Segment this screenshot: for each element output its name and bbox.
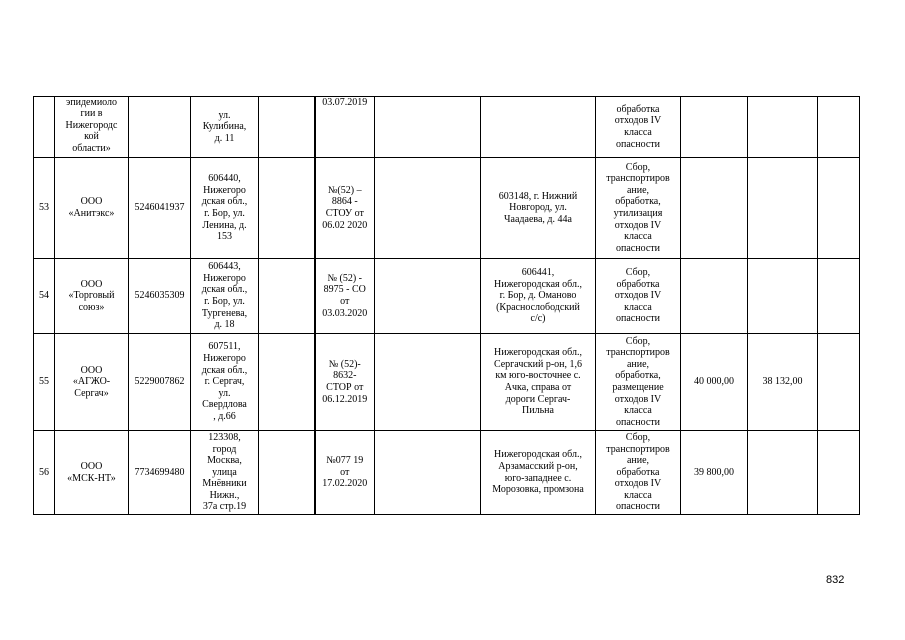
legal-address-line: 37а стр.19 [202, 501, 247, 513]
legal-address-line: 607511, [208, 341, 241, 353]
organization-name-line: ООО [80, 196, 103, 208]
value-1: 39 800,00 [694, 466, 734, 478]
activity-type-cell [596, 158, 681, 259]
activity-type-line: класса [624, 489, 652, 501]
legal-address-line: Ленина, д. [202, 219, 247, 231]
site-address-cell [481, 97, 596, 158]
empty-cell-cell [375, 97, 481, 158]
empty-cell-cell [259, 97, 315, 158]
empty-cell-cell [259, 158, 315, 259]
activity-type-cell [596, 431, 681, 515]
row-number: 55 [39, 376, 49, 388]
page-number: 832 [826, 574, 845, 586]
legal-address-line: дская обл., [201, 284, 248, 296]
value-3-cell [818, 334, 860, 431]
inn: 5246035309 [134, 290, 185, 302]
activity-type-cell [596, 259, 681, 334]
activity-type-line: опасности [616, 242, 660, 254]
activity-type-line: транспортиров [606, 173, 670, 185]
license-number-line: 06.12.2019 [322, 393, 368, 405]
legal-address-line: г. Сергач, [204, 376, 245, 388]
activity-type-line: класса [624, 127, 652, 138]
activity-type-line: отходов IV [614, 115, 662, 127]
organization-name-line: Нижегородс [65, 119, 118, 131]
site-address-line: Морозовка, промзона [492, 484, 584, 496]
value-3-cell [818, 431, 860, 515]
legal-address-line: Нижегоро [203, 272, 246, 284]
activity-type-line: опасности [616, 313, 660, 325]
activity-type-line: обработка [616, 278, 660, 290]
license-number-line: №(52) – [327, 184, 362, 196]
value-2-cell [748, 158, 818, 259]
legal-address-line: д. 11 [214, 132, 235, 144]
organization-name-line: области» [72, 142, 111, 154]
value-3-cell [818, 158, 860, 259]
activity-type-line: обработка [616, 466, 660, 478]
site-address-line: г. Бор, д. Оманово [499, 290, 577, 302]
value-1-cell [681, 334, 748, 431]
inn-cell [129, 158, 191, 259]
license-number-line: 17.02.2020 [322, 478, 368, 490]
activity-type-line: транспортиров [606, 443, 670, 455]
activity-type-line: отходов IV [614, 393, 662, 405]
legal-address-line: ул. [218, 387, 231, 399]
license-number-cell [315, 97, 375, 158]
empty-cell-cell [375, 334, 481, 431]
empty-cell-cell [375, 158, 481, 259]
activity-type-line: отходов IV [614, 290, 662, 302]
legal-address-cell [191, 334, 259, 431]
activity-type-line: класса [624, 231, 652, 243]
legal-address-line: 153 [217, 231, 232, 243]
legal-address-line: Мнёвники [202, 478, 247, 490]
empty-cell-cell [259, 259, 315, 334]
site-address-cell [481, 431, 596, 515]
license-number-line: № (52)- [328, 358, 361, 370]
site-address-line: Нижегородская обл., [494, 449, 582, 461]
legal-address-line: 123308, [208, 431, 241, 443]
license-number-line: 03.03.2020 [322, 307, 368, 319]
license-number-line: 8975 - СО [323, 284, 366, 296]
value-1-cell [681, 259, 748, 334]
value-1-cell [681, 97, 748, 158]
legal-address-cell [191, 259, 259, 334]
site-address-line: Нижегородская обл., [494, 278, 582, 290]
license-number-cell [315, 259, 375, 334]
legal-address-line: 606440, [208, 173, 241, 185]
organization-name-line: «Торговый [68, 290, 115, 302]
license-number-line: № (52) - [327, 272, 363, 284]
row-number-cell [34, 334, 55, 431]
row-number: 56 [39, 466, 49, 478]
organization-name-line: ООО [80, 460, 103, 472]
activity-type-line: Сбор, [625, 161, 651, 173]
site-address-cell [481, 259, 596, 334]
inn-cell [129, 97, 191, 158]
activity-type-line: обработка, [615, 370, 661, 382]
site-address-line: км юго-восточнее с. [495, 370, 581, 382]
table-row [34, 431, 860, 515]
license-number-line: 06.02 2020 [322, 219, 368, 231]
legal-address-line: Свердлова [202, 399, 247, 411]
organization-name-line: «АГЖО- [72, 376, 111, 388]
license-number-line: СТОР от [326, 382, 364, 393]
site-address-line: юго-западнее с. [504, 472, 572, 484]
site-address-line: Ачка, справа от [504, 382, 572, 393]
activity-type-line: обработка [616, 103, 660, 115]
legal-address-line: город [212, 443, 237, 455]
license-number-cell [315, 158, 375, 259]
legal-address-line: Москва, [207, 455, 242, 467]
legal-address-cell [191, 431, 259, 515]
inn: 5229007862 [134, 376, 185, 388]
registry-table [33, 96, 860, 515]
legal-address-line: 606443, [208, 261, 241, 273]
organization-name-line: «МСК-НТ» [67, 472, 116, 484]
organization-name-cell [55, 334, 129, 431]
activity-type-line: опасности [616, 416, 660, 428]
site-address-line: 603148, г. Нижний [498, 190, 578, 202]
license-number-cell [315, 334, 375, 431]
legal-address-line: ул. [218, 109, 231, 121]
activity-type-line: Сбор, [625, 431, 651, 443]
activity-type-line: транспортиров [606, 347, 670, 359]
empty-cell-cell [259, 334, 315, 431]
organization-name-line: союз» [78, 301, 105, 313]
value-2-cell [748, 334, 818, 431]
value-1: 40 000,00 [694, 376, 734, 388]
legal-address-line: Нижегоро [203, 353, 246, 365]
organization-name-line: «Анитэкс» [68, 208, 115, 219]
license-number-line: 8864 - [331, 196, 358, 208]
row-number-cell [34, 97, 55, 158]
license-number-line: от [340, 466, 350, 478]
row-number: 54 [39, 290, 49, 302]
row-number-cell [34, 431, 55, 515]
value-2-cell [748, 259, 818, 334]
legal-address-line: , д.66 [213, 410, 236, 422]
site-address-line: 606441, [521, 267, 555, 279]
organization-name-line: кой [84, 131, 99, 143]
legal-address-line: дская обл., [201, 364, 248, 376]
activity-type-line: ание, [626, 184, 650, 196]
activity-type-line: опасности [616, 501, 660, 513]
site-address-line: Нижегородская обл., [494, 347, 582, 359]
license-number-cell [315, 431, 375, 515]
organization-name-line: Сергач» [74, 387, 109, 399]
activity-type-line: класса [624, 405, 652, 417]
license-number-line: СТОУ от [325, 208, 364, 219]
organization-name-cell [55, 259, 129, 334]
legal-address-cell [191, 97, 259, 158]
activity-type-line: ание, [626, 358, 650, 370]
inn: 5246041937 [134, 202, 185, 214]
empty-cell-cell [375, 259, 481, 334]
empty-cell-cell [375, 431, 481, 515]
activity-type-cell [596, 334, 681, 431]
value-1-cell [681, 158, 748, 259]
inn-cell [129, 431, 191, 515]
activity-type-line: опасности [616, 138, 660, 150]
legal-address-line: Нижегоро [203, 184, 246, 196]
site-address-line: Новгород, ул. [509, 202, 567, 214]
site-address-line: Арзамасский р-он, [498, 460, 578, 472]
empty-cell-cell [259, 431, 315, 515]
site-address-line: (Краснослободский [496, 301, 580, 313]
activity-type-line: утилизация [613, 208, 663, 219]
row-number-cell [34, 259, 55, 334]
table-row [34, 334, 860, 431]
row-number-cell [34, 158, 55, 259]
value-2: 38 132,00 [762, 376, 803, 388]
license-number-line: №077 19 [326, 455, 364, 467]
value-3-cell [818, 97, 860, 158]
site-address-cell [481, 158, 596, 259]
table-row [34, 97, 860, 158]
organization-name-cell [55, 158, 129, 259]
activity-type-cell [596, 97, 681, 158]
row-number: 53 [39, 202, 49, 214]
organization-name-line: ООО [80, 278, 103, 290]
value-2-cell [748, 97, 818, 158]
organization-name-cell [55, 431, 129, 515]
site-address-line: Пильна [522, 405, 554, 417]
legal-address-line: Тургенева, [201, 307, 248, 319]
organization-name-cell [55, 97, 129, 158]
table-row [34, 259, 860, 334]
license-number-line: 8632- [333, 370, 357, 382]
legal-address-line: Кулибина, [202, 121, 247, 133]
activity-type-line: отходов IV [614, 219, 662, 231]
site-address-line: Чаадаева, д. 44а [504, 213, 572, 225]
inn-cell [129, 259, 191, 334]
organization-name-line: эпидемиоло [65, 96, 118, 108]
organization-name-line: гии в [80, 108, 103, 120]
inn-cell [129, 334, 191, 431]
site-address-line: дороги Сергач- [505, 393, 571, 405]
value-3-cell [818, 259, 860, 334]
value-2-cell [748, 431, 818, 515]
legal-address-line: Нижн., [209, 489, 240, 501]
activity-type-line: обработка, [615, 196, 661, 208]
license-number-line: от [340, 296, 350, 307]
activity-type-line: Сбор, [625, 267, 651, 279]
site-address-line: Сергачский р-он, 1,6 [493, 358, 583, 370]
legal-address-line: дская обл., [201, 196, 248, 208]
activity-type-line: Сбор, [625, 335, 651, 347]
site-address-cell [481, 334, 596, 431]
activity-type-line: размещение [612, 382, 664, 393]
inn: 7734699480 [134, 466, 185, 478]
legal-address-line: г. Бор, ул. [204, 296, 245, 307]
legal-address-line: д. 18 [214, 319, 235, 331]
legal-address-line: г. Бор, ул. [204, 208, 245, 219]
license-number-line: 03.07.2019 [322, 97, 368, 108]
legal-address-cell [191, 158, 259, 259]
activity-type-line: класса [624, 301, 652, 313]
organization-name-line: ООО [80, 364, 103, 376]
legal-address-line: улица [212, 466, 237, 478]
activity-type-line: ание, [626, 455, 650, 467]
activity-type-line: отходов IV [614, 478, 662, 490]
value-1-cell [681, 431, 748, 515]
site-address-line: с/с) [530, 313, 546, 325]
table-row [34, 158, 860, 259]
